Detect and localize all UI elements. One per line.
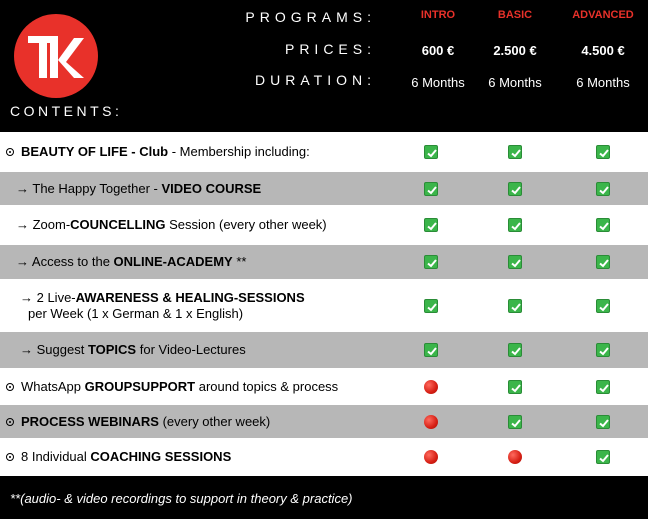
check-icon bbox=[596, 415, 610, 429]
bullet-icon bbox=[6, 418, 14, 426]
row-label-bold: COUNCELLING bbox=[70, 217, 166, 232]
plan-duration-intro: 6 Months bbox=[411, 75, 465, 90]
check-icon bbox=[508, 380, 522, 394]
check-icon bbox=[424, 343, 438, 357]
row-label-suffix: ** bbox=[232, 254, 247, 269]
plan-price-advanced: 4.500 € bbox=[581, 43, 625, 58]
check-icon bbox=[596, 145, 610, 159]
check-icon bbox=[596, 218, 610, 232]
check-icon bbox=[508, 415, 522, 429]
table-row bbox=[0, 368, 648, 405]
check-icon bbox=[424, 299, 438, 313]
row-label-line2: per Week (1 x German & 1 x English) bbox=[28, 305, 244, 321]
check-icon bbox=[508, 343, 522, 357]
row-label bbox=[16, 217, 327, 233]
check-icon bbox=[596, 343, 610, 357]
table-row bbox=[0, 405, 648, 438]
row-label-bold: AWARENESS & HEALING-SESSIONS bbox=[75, 289, 305, 305]
check-icon bbox=[596, 450, 610, 464]
row-label-bold: BEAUTY OF LIFE - Club bbox=[21, 144, 169, 159]
check-icon bbox=[508, 218, 522, 232]
row-label-suffix: around topics & process bbox=[195, 378, 339, 394]
row-label-suffix: Session (every other week) bbox=[165, 217, 327, 232]
footer bbox=[0, 477, 648, 519]
check-icon bbox=[508, 145, 522, 159]
row-label bbox=[16, 181, 261, 197]
table-row bbox=[0, 132, 648, 172]
check-icon bbox=[596, 299, 610, 313]
table-row bbox=[0, 172, 648, 205]
bullet-icon bbox=[6, 383, 14, 391]
row-label-bold: GROUPSUPPORT bbox=[84, 378, 196, 394]
red-dot-icon bbox=[424, 450, 438, 464]
programs-label: PROGRAMS: bbox=[245, 9, 376, 25]
row-label-suffix: (every other week) bbox=[158, 413, 271, 429]
row-label-prefix: → Suggest bbox=[20, 342, 88, 357]
contents-label: CONTENTS: bbox=[10, 103, 123, 119]
check-icon bbox=[596, 182, 610, 196]
row-label-bold: VIDEO COURSE bbox=[161, 180, 262, 196]
row-label bbox=[6, 449, 231, 465]
table-row bbox=[0, 205, 648, 245]
row-label-bold: COACHING SESSIONS bbox=[90, 449, 232, 464]
plan-price-intro: 600 € bbox=[421, 43, 455, 58]
row-label-prefix: 8 Individual bbox=[21, 449, 91, 464]
plan-duration-advanced: 6 Months bbox=[576, 75, 630, 90]
row-label bbox=[6, 414, 270, 430]
row-label-prefix: → Zoom- bbox=[16, 217, 71, 232]
check-icon bbox=[424, 218, 438, 232]
check-icon bbox=[508, 255, 522, 269]
row-label bbox=[20, 342, 246, 358]
row-label-suffix: - Membership including: bbox=[168, 144, 310, 159]
table-row bbox=[0, 438, 648, 476]
check-icon bbox=[424, 145, 438, 159]
table-row bbox=[0, 279, 648, 332]
row-label bbox=[20, 290, 305, 322]
tk-logo bbox=[14, 14, 98, 98]
check-icon bbox=[596, 380, 610, 394]
plan-name-basic: BASIC bbox=[497, 9, 533, 21]
comparison-table bbox=[0, 132, 648, 476]
red-dot-icon bbox=[424, 380, 438, 394]
red-dot-icon bbox=[508, 450, 522, 464]
row-label-bold: PROCESS WEBINARS bbox=[21, 413, 159, 429]
tk-logo-mark bbox=[14, 14, 98, 98]
plan-name-intro: INTRO bbox=[420, 9, 456, 21]
table-row bbox=[0, 332, 648, 368]
header bbox=[0, 0, 648, 132]
row-label bbox=[6, 144, 310, 160]
row-label-bold: ONLINE-ACADEMY bbox=[113, 254, 233, 269]
check-icon bbox=[424, 255, 438, 269]
check-icon bbox=[596, 255, 610, 269]
row-label-prefix: → Access to the bbox=[16, 254, 114, 269]
bullet-icon bbox=[6, 148, 14, 156]
prices-label: PRICES: bbox=[284, 41, 376, 57]
row-label-prefix: → 2 Live- bbox=[20, 289, 76, 305]
row-label bbox=[6, 379, 338, 395]
row-label-bold: TOPICS bbox=[87, 342, 137, 357]
plan-duration-basic: 6 Months bbox=[488, 75, 542, 90]
plan-price-basic: 2.500 € bbox=[493, 43, 537, 58]
row-label bbox=[16, 254, 246, 270]
plan-name-advanced: ADVANCED bbox=[572, 9, 634, 21]
row-label-suffix: for Video-Lectures bbox=[136, 342, 246, 357]
check-icon bbox=[508, 182, 522, 196]
row-label-prefix: → The Happy Together - bbox=[16, 180, 162, 196]
row-label-prefix: WhatsApp bbox=[21, 378, 85, 394]
red-dot-icon bbox=[424, 415, 438, 429]
bullet-icon bbox=[6, 453, 14, 461]
table-row bbox=[0, 245, 648, 279]
footnote: **(audio- & video recordings to support in theory & practice) bbox=[10, 491, 353, 506]
check-icon bbox=[508, 299, 522, 313]
check-icon bbox=[424, 182, 438, 196]
duration-label: DURATION: bbox=[255, 72, 376, 88]
